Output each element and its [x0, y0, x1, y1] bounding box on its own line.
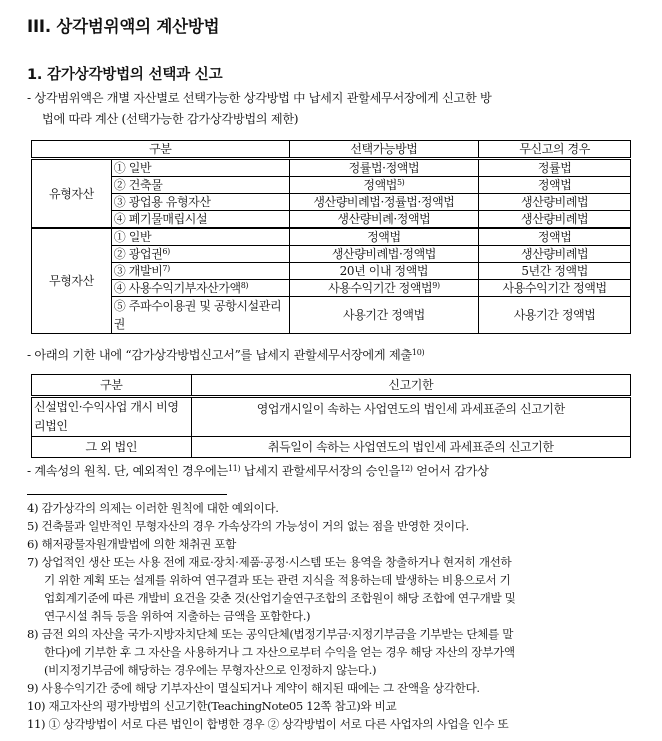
continuity-text-1: - 계속성의 원칙. 단, 예외적인 경우에는 — [27, 464, 228, 478]
footnote-cont: 한다)에 기부한 후 그 자산을 사용하거나 그 자산으로부터 수익을 얻는 경우 해당 자산의 장부가액 — [44, 645, 515, 659]
row-type: 그 외 법인 — [32, 437, 192, 458]
footnote: 10) 재고자산의 평가방법의 신고기한(TeachingNote05 12쪽 참고)와 비교 — [27, 699, 397, 713]
row-method — [289, 177, 479, 194]
footnote-ref: 10) — [411, 348, 425, 357]
method-text: 사용수익기간 정액법 — [328, 281, 433, 295]
chapter-heading: III. 상각범위액의 계산방법 — [27, 17, 220, 36]
continuity-line — [27, 461, 489, 482]
row-item: ③ 광업용 유형자산 — [111, 194, 289, 211]
item-text: ② 광업권 — [113, 247, 163, 261]
footnote-ref: 11) — [227, 464, 241, 473]
row-deadline: 영업개시일이 속하는 사업연도의 법인세 과세표준의 신고기한 — [191, 397, 630, 437]
table-row — [32, 194, 631, 211]
footnote-cont: (비지정기부금에 해당하는 경우에는 무형자산으로 인정하지 않는다.) — [44, 663, 377, 677]
footnote-cont: 업회계기준에 따른 개발비 요건을 갖춘 것(산업기술연구조합의 조합원이 해당 조합에 연구개발 및 — [44, 591, 516, 605]
footnote: 9) 사용수익기간 중에 해당 기부자산이 멸실되거나 계약이 해지된 때에는 그 잔액을 상각한다. — [27, 681, 480, 695]
row-item: ⑤ 주파수이용권 및 공항시설관리권 — [111, 297, 289, 334]
row-method: 정액법 — [289, 228, 479, 246]
deadline-table — [31, 374, 631, 458]
header-default: 무신고의 경우 — [479, 141, 631, 159]
footnote: 8) 금전 외의 자산을 국가·지방자치단체 또는 공익단체(법정기부금·지정기부금을 기부받는 단체를 말 — [27, 627, 514, 641]
footnote-cont: 연구시설 취득 등을 위하여 지출하는 금액을 포함한다.) — [44, 609, 311, 623]
method-table-header — [32, 141, 631, 159]
table-row — [32, 437, 631, 458]
footnote-ref: 8) — [240, 281, 249, 290]
deadline-table-header — [32, 375, 631, 397]
header-type: 구분 — [32, 375, 192, 397]
header-methods: 선택가능방법 — [289, 141, 479, 159]
header-deadline: 신고기한 — [191, 375, 630, 397]
footnote: 6) 해저광물자원개발법에 의한 채취권 포함 — [27, 537, 236, 551]
table-row — [32, 228, 631, 246]
section-title: 1. 감가상각방법의 선택과 신고 — [27, 67, 223, 83]
row-item — [111, 263, 289, 280]
row-item: ① 일반 — [111, 228, 289, 246]
table-row — [32, 280, 631, 297]
row-deadline: 취득일이 속하는 사업연도의 법인세 과세표준의 신고기한 — [191, 437, 630, 458]
row-default: 정률법 — [479, 159, 631, 177]
item-text: ④ 사용수익기부자산가액 — [113, 281, 241, 295]
row-method: 생산량비례법·정률법·정액법 — [289, 194, 479, 211]
footnote-cont: 기 위한 계획 또는 설계를 위하여 연구결과 또는 관련 지식을 적용하는데 발생하는 비용으로서 기 — [44, 573, 511, 587]
row-default: 정액법 — [479, 177, 631, 194]
footnote-ref: 6) — [162, 247, 170, 256]
footnote-ref: 7) — [162, 264, 170, 273]
row-default: 정액법 — [479, 228, 631, 246]
table-row — [32, 211, 631, 229]
table-row — [32, 246, 631, 263]
intro-line-1: - 상각범위액은 개별 자산별로 선택가능한 상각방법 中 납세지 관할세무서장에게 신고한 방 — [27, 91, 492, 105]
row-method: 20년 이내 정액법 — [289, 263, 479, 280]
depreciation-method-table — [31, 140, 631, 334]
report-line — [27, 345, 424, 366]
footnote-divider — [27, 494, 227, 495]
item-text: ③ 개발비 — [113, 264, 163, 278]
intro-line-2: 법에 따라 계산 (선택가능한 감가상각방법의 제한) — [42, 112, 299, 126]
row-method: 생산량비례법·정액법 — [289, 246, 479, 263]
footnote-ref: 9) — [432, 281, 440, 290]
row-default: 사용수익기간 정액법 — [479, 280, 631, 297]
row-item: ① 일반 — [111, 159, 289, 177]
row-method: 정률법·정액법 — [289, 159, 479, 177]
report-text: - 아래의 기한 내에 “감가상각방법신고서”를 납세지 관할세무서장에게 제출 — [27, 348, 412, 362]
table-row — [32, 177, 631, 194]
footnote: 7) 상업적인 생산 또는 사용 전에 재료·장치·제품·공정·시스템 또는 용역을 창출하거나 현저히 개선하 — [27, 555, 512, 569]
footnote-ref: 5) — [396, 178, 405, 187]
header-category: 구분 — [32, 141, 290, 159]
table-row — [32, 159, 631, 177]
row-item — [111, 246, 289, 263]
row-default: 생산량비례법 — [479, 211, 631, 229]
row-default: 생산량비례법 — [479, 194, 631, 211]
table-row — [32, 297, 631, 334]
row-type: 신설법인·수익사업 개시 비영리법인 — [32, 397, 192, 437]
row-method — [289, 280, 479, 297]
group-intangible: 무형자산 — [32, 228, 112, 334]
row-default: 5년간 정액법 — [479, 263, 631, 280]
footnote: 5) 건축물과 일반적인 무형자산의 경우 가속상각의 가능성이 거의 없는 점을 반영한 것이다. — [27, 519, 469, 533]
footnote: 11) ① 상각방법이 서로 다른 법인이 합병한 경우 ② 상각방법이 서로 다른 사업자의 사업을 인수 또 — [27, 717, 509, 731]
row-item: ② 건축물 — [111, 177, 289, 194]
row-default: 생산량비례법 — [479, 246, 631, 263]
footnote: 4) 감가상각의 의제는 이러한 원칙에 대한 예외이다. — [27, 501, 279, 515]
continuity-text-3: 얻어서 감가상 — [412, 464, 489, 478]
group-tangible: 유형자산 — [32, 159, 112, 229]
row-item: ④ 폐기물매립시설 — [111, 211, 289, 229]
footnote-ref: 12) — [400, 464, 413, 473]
table-row — [32, 263, 631, 280]
continuity-text-2: 납세지 관할세무서장의 승인을 — [240, 464, 401, 478]
row-method: 생산량비례·정액법 — [289, 211, 479, 229]
row-item — [111, 280, 289, 297]
row-default: 사용기간 정액법 — [479, 297, 631, 334]
table-row — [32, 397, 631, 437]
method-text: 정액법 — [363, 178, 397, 192]
row-method: 사용기간 정액법 — [289, 297, 479, 334]
